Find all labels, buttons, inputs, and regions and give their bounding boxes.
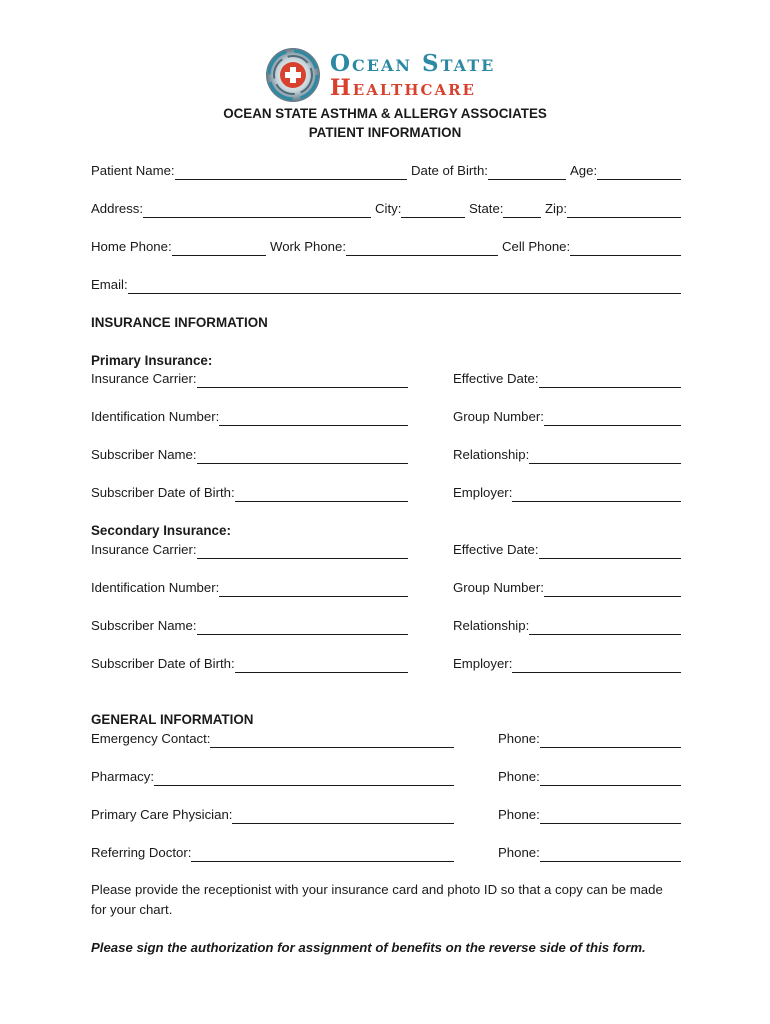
primary-subdob-field[interactable] [91,484,408,502]
primary-insurance-heading: Primary Insurance: [91,353,213,368]
primary-subdob-row [91,484,681,502]
secondary-subdob-row [91,655,681,673]
emergency-phone-field[interactable] [498,730,681,748]
primary-subscriber-label: Subscriber Name: [91,447,197,462]
address-label: Address: [91,201,144,216]
pcp-field[interactable] [91,806,454,824]
state-label: State: [469,201,504,216]
insurance-heading: INSURANCE INFORMATION [91,315,268,330]
address-field[interactable] [91,200,371,218]
pharmacy-field[interactable] [91,768,454,786]
secondary-employer-label: Employer: [453,656,513,671]
primary-group-label: Group Number: [453,409,544,424]
pcp-phone-field[interactable] [498,806,681,824]
home-phone-field[interactable] [91,238,266,256]
pharmacy-row [91,768,681,786]
email-row [91,276,681,294]
zip-label: Zip: [545,201,567,216]
pcp-label: Primary Care Physician: [91,807,233,822]
form-title: PATIENT INFORMATION [308,125,462,140]
primary-relationship-field[interactable] [453,446,681,464]
primary-id-row [91,408,681,426]
primary-employer-label: Employer: [453,485,513,500]
secondary-subscriber-row [91,617,681,635]
primary-subdob-label: Subscriber Date of Birth: [91,485,235,500]
primary-group-field[interactable] [453,408,681,426]
logo-line-2: Healthcare [330,75,476,101]
secondary-relationship-label: Relationship: [453,618,530,633]
ocean-state-logo [264,46,514,104]
secondary-subdob-field[interactable] [91,655,408,673]
secondary-employer-field[interactable] [453,655,681,673]
emergency-contact-label: Emergency Contact: [91,731,211,746]
referring-doctor-field[interactable] [91,844,454,862]
referring-phone-label: Phone: [498,845,540,860]
email-label: Email: [91,277,128,292]
cell-phone-label: Cell Phone: [502,239,571,254]
pcp-row [91,806,681,824]
home-phone-label: Home Phone: [91,239,172,254]
date-of-birth-field[interactable] [411,162,566,180]
age-label: Age: [570,163,598,178]
secondary-relationship-field[interactable] [453,617,681,635]
emergency-contact-field[interactable] [91,730,454,748]
work-phone-field[interactable] [270,238,498,256]
referring-row [91,844,681,862]
referring-phone-field[interactable] [498,844,681,862]
emergency-phone-label: Phone: [498,731,540,746]
secondary-id-row [91,579,681,597]
pharmacy-phone-field[interactable] [498,768,681,786]
patient-name-label: Patient Name: [91,163,175,178]
cell-phone-field[interactable] [502,238,681,256]
pharmacy-phone-label: Phone: [498,769,540,784]
zip-field[interactable] [545,200,681,218]
primary-carrier-field[interactable] [91,370,408,388]
secondary-carrier-row [91,541,681,559]
work-phone-label: Work Phone: [270,239,346,254]
org-heading: OCEAN STATE ASTHMA & ALLERGY ASSOCIATES [223,106,547,121]
primary-carrier-row [91,370,681,388]
receptionist-note: Please provide the receptionist with your insurance card and photo ID so that a copy can be made for your chart. [91,882,663,917]
signature-note: Please sign the authorization for assignment of benefits on the reverse side of this form. [91,940,646,955]
email-field[interactable] [91,276,681,294]
city-label: City: [375,201,402,216]
secondary-insurance-heading: Secondary Insurance: [91,523,231,538]
secondary-group-label: Group Number: [453,580,544,595]
primary-effective-field[interactable] [453,370,681,388]
secondary-carrier-label: Insurance Carrier: [91,542,197,557]
secondary-subscriber-label: Subscriber Name: [91,618,197,633]
primary-carrier-label: Insurance Carrier: [91,371,197,386]
secondary-subscriber-field[interactable] [91,617,408,635]
patient-name-row [91,162,681,180]
secondary-carrier-field[interactable] [91,541,408,559]
phone-row [91,238,681,256]
state-field[interactable] [469,200,541,218]
emergency-row [91,730,681,748]
primary-id-field[interactable] [91,408,408,426]
secondary-effective-field[interactable] [453,541,681,559]
swirl-cross-icon [264,46,324,104]
city-field[interactable] [375,200,465,218]
patient-name-field[interactable] [91,162,407,180]
primary-effective-label: Effective Date: [453,371,539,386]
address-row [91,200,681,218]
primary-employer-field[interactable] [453,484,681,502]
referring-doctor-label: Referring Doctor: [91,845,192,860]
primary-relationship-label: Relationship: [453,447,530,462]
primary-id-label: Identification Number: [91,409,220,424]
secondary-effective-label: Effective Date: [453,542,539,557]
logo-line-1: Ocean State [330,50,496,77]
age-field[interactable] [570,162,681,180]
secondary-group-field[interactable] [453,579,681,597]
pcp-phone-label: Phone: [498,807,540,822]
secondary-subdob-label: Subscriber Date of Birth: [91,656,235,671]
pharmacy-label: Pharmacy: [91,769,155,784]
secondary-id-field[interactable] [91,579,408,597]
date-of-birth-label: Date of Birth: [411,163,488,178]
secondary-id-label: Identification Number: [91,580,220,595]
primary-subscriber-row [91,446,681,464]
primary-subscriber-field[interactable] [91,446,408,464]
general-heading: GENERAL INFORMATION [91,712,254,727]
